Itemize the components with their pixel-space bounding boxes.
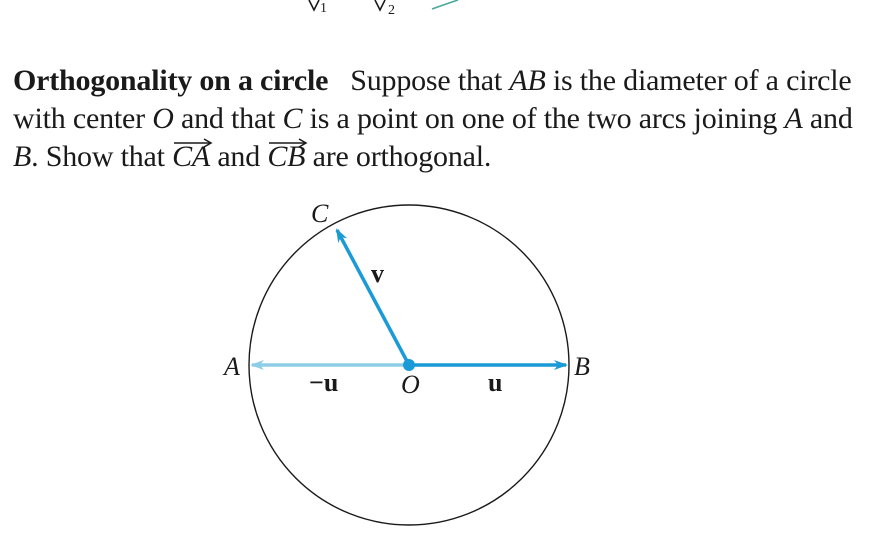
point-c: C bbox=[282, 102, 303, 135]
problem-text: are orthogonal. bbox=[305, 140, 492, 173]
problem-text: and bbox=[802, 102, 853, 135]
point-b: B bbox=[13, 140, 32, 173]
vector-cb bbox=[267, 138, 305, 176]
problem-heading: Orthogonality on a circle bbox=[13, 64, 329, 97]
vector-arrow-icon bbox=[173, 138, 213, 148]
problem-statement bbox=[13, 62, 873, 176]
cropped-subscript-1: 1 bbox=[320, 1, 327, 16]
top-fragment bbox=[0, 0, 884, 20]
problem-text: and that bbox=[173, 102, 283, 135]
label-a: A bbox=[224, 352, 240, 381]
cropped-v1-glyph bbox=[309, 0, 319, 10]
vector-ca-label: CA bbox=[172, 140, 211, 173]
vector-ca bbox=[172, 138, 210, 176]
point-o: O bbox=[152, 102, 174, 135]
segment-ab: AB bbox=[509, 64, 546, 97]
label-u: u bbox=[488, 368, 503, 397]
cropped-teal-arrow bbox=[432, 0, 458, 9]
problem-text: Suppose that bbox=[350, 64, 510, 97]
label-negative-u: −u bbox=[309, 368, 339, 397]
vector-cb-label: CB bbox=[267, 140, 306, 173]
label-v: v bbox=[371, 259, 384, 288]
cropped-subscript-2: 2 bbox=[388, 3, 395, 18]
vector-arrow-icon bbox=[268, 138, 308, 148]
label-b: B bbox=[574, 352, 590, 381]
label-c: C bbox=[311, 199, 329, 228]
point-a: A bbox=[784, 102, 803, 135]
vector-v bbox=[337, 230, 409, 365]
problem-text: and bbox=[210, 140, 268, 173]
cropped-v2-glyph bbox=[375, 0, 385, 10]
circle-figure bbox=[0, 190, 884, 540]
label-o: O bbox=[401, 370, 420, 399]
problem-text: is the diameter of a circle with center bbox=[13, 64, 852, 135]
problem-text: . Show that bbox=[31, 140, 173, 173]
problem-text: is a point on one of the two arcs joining bbox=[302, 102, 785, 135]
